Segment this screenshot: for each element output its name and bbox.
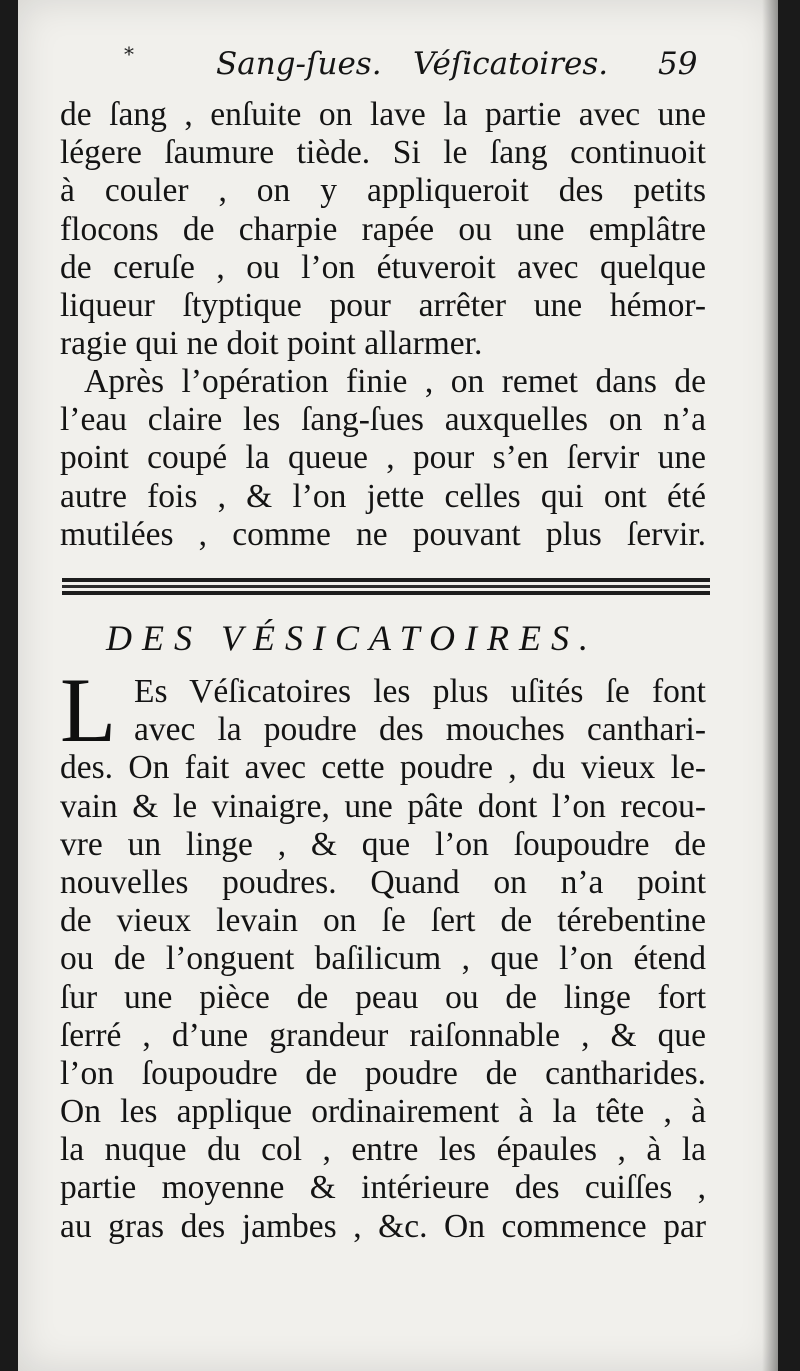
text-line: ſur une pièce de peau ou de linge fort <box>60 978 706 1016</box>
paragraph-continued <box>60 96 706 363</box>
text-line: Es Véſicatoires les plus uſités ſe font <box>134 673 706 710</box>
header-left-title: Sang-ſues. <box>216 46 382 82</box>
page-number: 59 <box>658 46 698 82</box>
text-line: flocons de charpie rapée ou une emplâtre <box>60 210 706 248</box>
text-line: point coupé la queue , pour s’en ſervir une <box>60 439 706 477</box>
text-line: autre fois , & l’on jette celles qui ont été <box>60 477 706 515</box>
running-header <box>18 40 778 90</box>
paragraph-vesicatoires <box>60 659 706 1246</box>
text-line: avec la poudre des mouches canthari- <box>134 711 706 749</box>
text-line: au gras des jambes , &c. On commence par <box>60 1207 706 1245</box>
text-line: des. On fait avec cette poudre , du vieux le- <box>60 749 706 787</box>
section-divider <box>62 578 710 598</box>
text-line: la nuque du col , entre les épaules , à la <box>60 1131 706 1169</box>
divider-rule <box>62 585 710 588</box>
paragraph-after-operation <box>60 363 706 554</box>
text-line: ſerré , d’une grandeur raiſonnable , & que <box>60 1016 706 1054</box>
text-line: vre un linge , & que l’on ſoupoudre de <box>60 825 706 863</box>
page-fold-shadow <box>762 0 778 1371</box>
text-line: vain & le vinaigre, une pâte dont l’on recou- <box>60 787 706 825</box>
section-heading: DES VÉSICATOIRES. <box>106 618 598 658</box>
text-line: partie moyenne & intérieure des cuiſſes , <box>60 1169 706 1207</box>
text-line: de ſang , enſuite on lave la partie avec une <box>60 96 706 133</box>
text-line: Après l’opération finie , on remet dans de <box>84 363 706 400</box>
text-line: de ceruſe , ou l’on étuveroit avec quelque <box>60 248 706 286</box>
text-line: mutilées , comme ne pouvant plus ſervir. <box>60 515 706 553</box>
text-line: l’eau claire les ſang-ſues auxquelles on n’a <box>60 401 706 439</box>
divider-rule <box>62 578 710 582</box>
text-line: On les applique ordinairement à la tête , à <box>60 1093 706 1131</box>
book-page <box>18 0 778 1371</box>
drop-cap: L <box>60 659 117 761</box>
text-line: à couler , on y appliqueroit des petits <box>60 172 706 210</box>
divider-rule <box>62 591 710 595</box>
text-line: liqueur ſtyptique pour arrêter une hémor- <box>60 286 706 324</box>
text-line: ou de l’onguent baſilicum , que l’on étend <box>60 940 706 978</box>
text-line: légere ſaumure tiède. Si le ſang continuoit <box>60 134 706 172</box>
header-right-title: Véſicatoires. <box>413 46 609 82</box>
text-line: l’on ſoupoudre de poudre de cantharides. <box>60 1054 706 1092</box>
text-line: de vieux levain on ſe ſert de térebentine <box>60 902 706 940</box>
text-line: nouvelles poudres. Quand on n’a point <box>60 863 706 901</box>
header-mark: * <box>124 42 134 66</box>
text-line: ragie qui ne doit point allarmer. <box>60 325 483 363</box>
